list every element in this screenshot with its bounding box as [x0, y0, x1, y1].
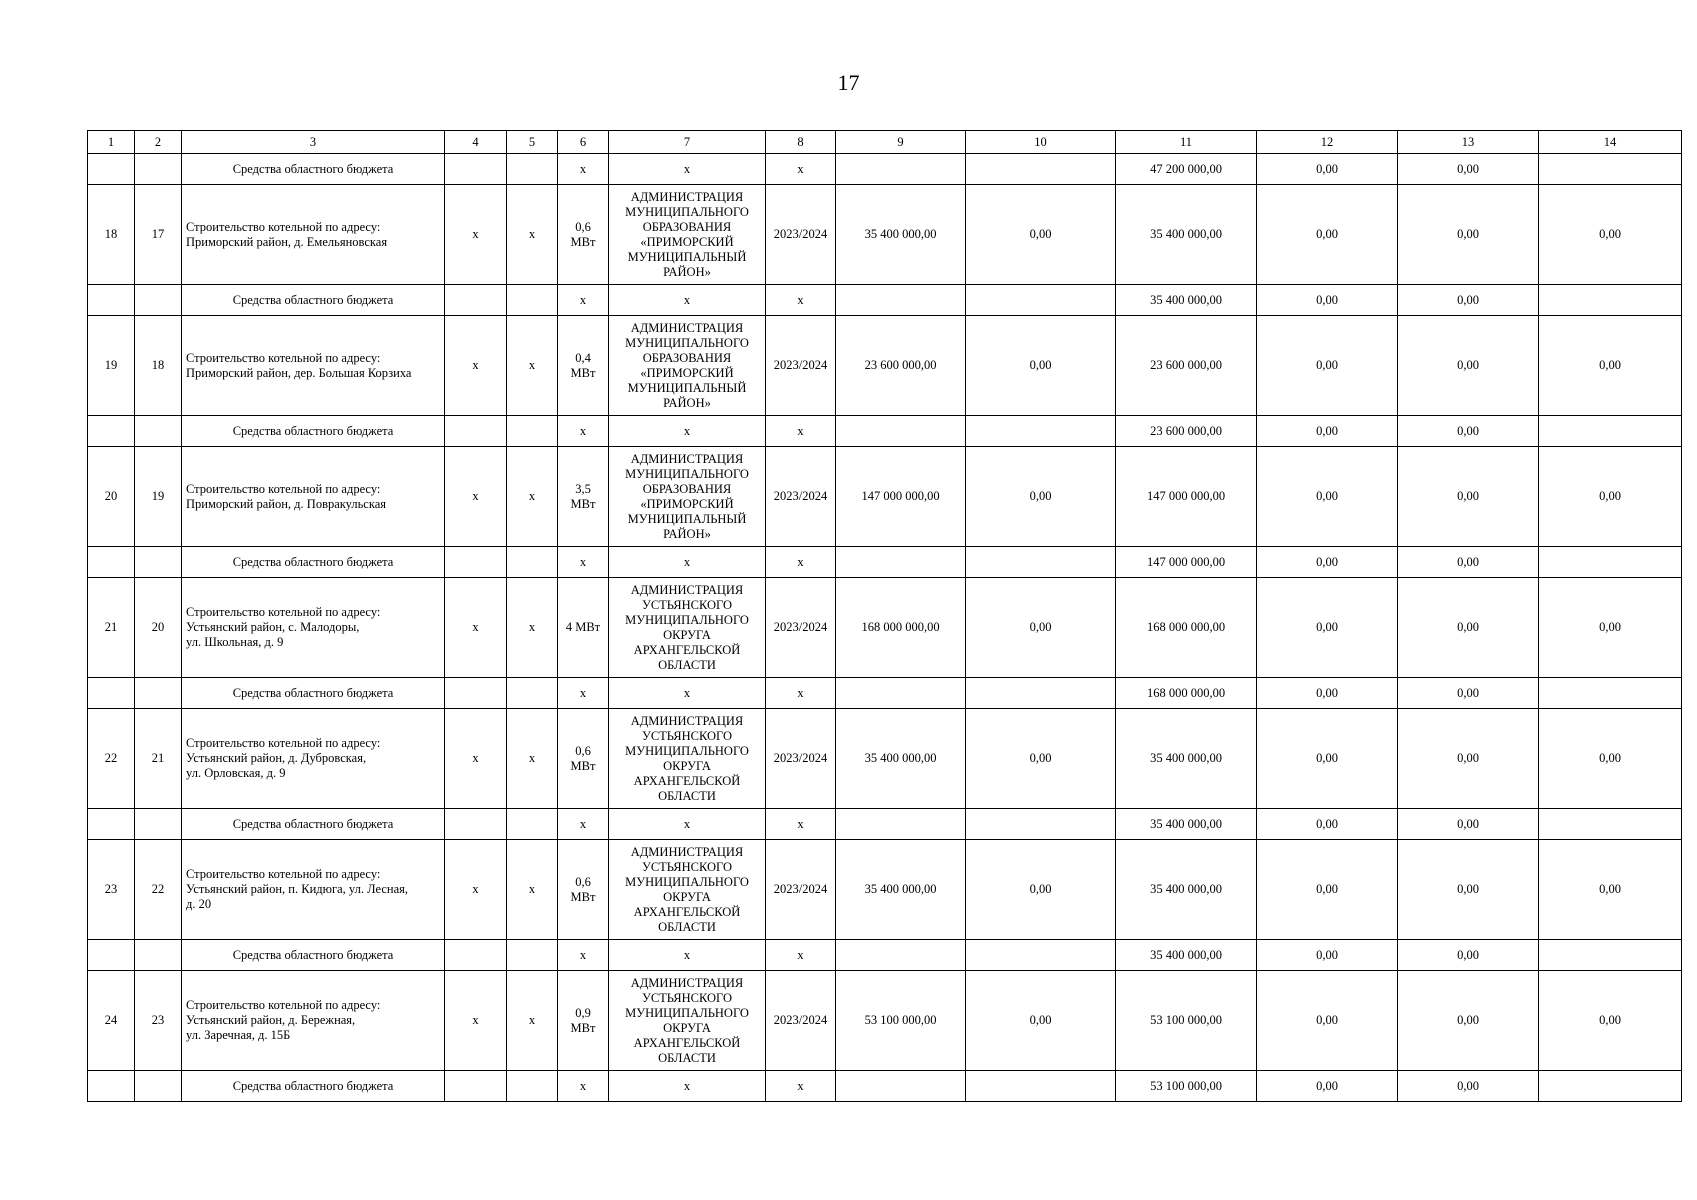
- funding-cell-6: х: [558, 1071, 609, 1102]
- funding-cell-7: х: [609, 547, 766, 578]
- funding-cell-1: [88, 809, 135, 840]
- funding-cell-2: [135, 678, 182, 709]
- project-cell-years: 2023/2024: [766, 709, 836, 809]
- funding-cell-13: 0,00: [1398, 285, 1539, 316]
- funding-cell-9: [836, 678, 966, 709]
- project-cell-c14: 0,00: [1539, 316, 1682, 416]
- funding-cell-1: [88, 285, 135, 316]
- project-cell-c9: 168 000 000,00: [836, 578, 966, 678]
- funding-cell-4: [445, 547, 507, 578]
- project-cell-c4: х: [445, 447, 507, 547]
- budget-table: [87, 130, 1682, 1102]
- funding-cell-13: 0,00: [1398, 809, 1539, 840]
- funding-cell-14: [1539, 547, 1682, 578]
- project-cell-c11: 35 400 000,00: [1116, 709, 1257, 809]
- project-cell-c11: 168 000 000,00: [1116, 578, 1257, 678]
- funding-cell-3: Средства областного бюджета: [182, 285, 445, 316]
- funding-cell-13: 0,00: [1398, 940, 1539, 971]
- funding-cell-13: 0,00: [1398, 1071, 1539, 1102]
- project-cell-c13: 0,00: [1398, 316, 1539, 416]
- funding-cell-7: х: [609, 154, 766, 185]
- funding-cell-14: [1539, 678, 1682, 709]
- funding-cell-12: 0,00: [1257, 809, 1398, 840]
- project-cell-power: 0,4 МВт: [558, 316, 609, 416]
- funding-row: [88, 678, 1682, 709]
- project-cell-c11: 147 000 000,00: [1116, 447, 1257, 547]
- funding-cell-4: [445, 154, 507, 185]
- funding-cell-3: Средства областного бюджета: [182, 940, 445, 971]
- project-cell-years: 2023/2024: [766, 578, 836, 678]
- funding-cell-6: х: [558, 940, 609, 971]
- funding-cell-7: х: [609, 809, 766, 840]
- project-cell-n1: 19: [88, 316, 135, 416]
- funding-cell-7: х: [609, 678, 766, 709]
- project-cell-c5: х: [507, 447, 558, 547]
- project-cell-c9: 23 600 000,00: [836, 316, 966, 416]
- funding-cell-13: 0,00: [1398, 416, 1539, 447]
- project-cell-n2: 22: [135, 840, 182, 940]
- funding-cell-7: х: [609, 940, 766, 971]
- project-cell-org: АДМИНИСТРАЦИЯ МУНИЦИПАЛЬНОГО ОБРАЗОВАНИЯ «ПРИМОРСКИЙ МУНИЦИПАЛЬНЫЙ РАЙОН»: [609, 447, 766, 547]
- header-cell: 1: [88, 131, 135, 154]
- project-cell-c12: 0,00: [1257, 840, 1398, 940]
- funding-cell-10: [966, 940, 1116, 971]
- funding-row: [88, 547, 1682, 578]
- project-row: [88, 840, 1682, 940]
- funding-cell-12: 0,00: [1257, 547, 1398, 578]
- project-cell-c5: х: [507, 709, 558, 809]
- project-cell-power: 4 МВт: [558, 578, 609, 678]
- project-cell-c11: 35 400 000,00: [1116, 840, 1257, 940]
- funding-cell-3: Средства областного бюджета: [182, 154, 445, 185]
- header-cell: 8: [766, 131, 836, 154]
- project-cell-desc: Строительство котельной по адресу: Устьянский район, д. Дубровская, ул. Орловская, д. 9: [182, 709, 445, 809]
- funding-cell-10: [966, 678, 1116, 709]
- funding-cell-14: [1539, 1071, 1682, 1102]
- header-cell: 9: [836, 131, 966, 154]
- project-cell-c5: х: [507, 316, 558, 416]
- header-cell: 6: [558, 131, 609, 154]
- project-row: [88, 185, 1682, 285]
- project-cell-n2: 21: [135, 709, 182, 809]
- funding-row: [88, 285, 1682, 316]
- funding-cell-11: 35 400 000,00: [1116, 809, 1257, 840]
- funding-cell-9: [836, 285, 966, 316]
- funding-cell-4: [445, 416, 507, 447]
- project-cell-n1: 23: [88, 840, 135, 940]
- project-cell-c4: х: [445, 709, 507, 809]
- funding-cell-6: х: [558, 285, 609, 316]
- funding-cell-6: х: [558, 809, 609, 840]
- project-cell-c11: 23 600 000,00: [1116, 316, 1257, 416]
- project-cell-c10: 0,00: [966, 316, 1116, 416]
- project-cell-n1: 22: [88, 709, 135, 809]
- project-cell-c4: х: [445, 840, 507, 940]
- funding-cell-5: [507, 1071, 558, 1102]
- funding-cell-11: 53 100 000,00: [1116, 1071, 1257, 1102]
- funding-cell-2: [135, 809, 182, 840]
- funding-cell-9: [836, 547, 966, 578]
- funding-cell-11: 168 000 000,00: [1116, 678, 1257, 709]
- project-cell-n2: 17: [135, 185, 182, 285]
- project-cell-c9: 35 400 000,00: [836, 185, 966, 285]
- project-cell-c10: 0,00: [966, 709, 1116, 809]
- project-cell-c4: х: [445, 185, 507, 285]
- funding-cell-1: [88, 940, 135, 971]
- funding-cell-1: [88, 1071, 135, 1102]
- funding-cell-11: 147 000 000,00: [1116, 547, 1257, 578]
- project-cell-c14: 0,00: [1539, 971, 1682, 1071]
- project-cell-c5: х: [507, 578, 558, 678]
- project-cell-org: АДМИНИСТРАЦИЯ МУНИЦИПАЛЬНОГО ОБРАЗОВАНИЯ «ПРИМОРСКИЙ МУНИЦИПАЛЬНЫЙ РАЙОН»: [609, 316, 766, 416]
- funding-cell-14: [1539, 416, 1682, 447]
- project-cell-n2: 19: [135, 447, 182, 547]
- project-cell-c12: 0,00: [1257, 709, 1398, 809]
- project-cell-c12: 0,00: [1257, 578, 1398, 678]
- project-cell-years: 2023/2024: [766, 971, 836, 1071]
- funding-cell-8: х: [766, 285, 836, 316]
- project-cell-c12: 0,00: [1257, 185, 1398, 285]
- header-row: [88, 131, 1682, 154]
- project-cell-c12: 0,00: [1257, 971, 1398, 1071]
- funding-cell-9: [836, 940, 966, 971]
- funding-cell-7: х: [609, 1071, 766, 1102]
- project-cell-desc: Строительство котельной по адресу: Устьянский район, с. Малодоры, ул. Школьная, д. 9: [182, 578, 445, 678]
- funding-cell-10: [966, 416, 1116, 447]
- funding-cell-7: х: [609, 285, 766, 316]
- project-cell-c10: 0,00: [966, 840, 1116, 940]
- funding-cell-8: х: [766, 809, 836, 840]
- project-cell-power: 0,6 МВт: [558, 709, 609, 809]
- funding-cell-4: [445, 809, 507, 840]
- header-cell: 10: [966, 131, 1116, 154]
- project-cell-c4: х: [445, 578, 507, 678]
- funding-cell-12: 0,00: [1257, 1071, 1398, 1102]
- project-row: [88, 578, 1682, 678]
- project-cell-desc: Строительство котельной по адресу: Устьянский район, д. Бережная, ул. Заречная, д. 15Б: [182, 971, 445, 1071]
- project-cell-org: АДМИНИСТРАЦИЯ УСТЬЯНСКОГО МУНИЦИПАЛЬНОГО ОКРУГА АРХАНГЕЛЬСКОЙ ОБЛАСТИ: [609, 709, 766, 809]
- funding-cell-6: х: [558, 154, 609, 185]
- project-cell-power: 0,9 МВт: [558, 971, 609, 1071]
- funding-cell-9: [836, 416, 966, 447]
- funding-cell-4: [445, 678, 507, 709]
- project-cell-c9: 35 400 000,00: [836, 840, 966, 940]
- project-cell-years: 2023/2024: [766, 185, 836, 285]
- funding-cell-3: Средства областного бюджета: [182, 678, 445, 709]
- funding-cell-12: 0,00: [1257, 940, 1398, 971]
- funding-row: [88, 940, 1682, 971]
- funding-cell-6: х: [558, 416, 609, 447]
- funding-cell-11: 35 400 000,00: [1116, 285, 1257, 316]
- header-cell: 2: [135, 131, 182, 154]
- funding-cell-11: 23 600 000,00: [1116, 416, 1257, 447]
- table-body: [88, 131, 1682, 1102]
- project-row: [88, 447, 1682, 547]
- funding-cell-1: [88, 547, 135, 578]
- project-cell-c5: х: [507, 971, 558, 1071]
- funding-cell-1: [88, 416, 135, 447]
- project-cell-c13: 0,00: [1398, 971, 1539, 1071]
- project-cell-c12: 0,00: [1257, 316, 1398, 416]
- project-cell-c12: 0,00: [1257, 447, 1398, 547]
- funding-cell-14: [1539, 285, 1682, 316]
- project-cell-c14: 0,00: [1539, 578, 1682, 678]
- project-cell-c9: 35 400 000,00: [836, 709, 966, 809]
- project-cell-c10: 0,00: [966, 971, 1116, 1071]
- header-cell: 14: [1539, 131, 1682, 154]
- funding-cell-9: [836, 1071, 966, 1102]
- funding-row: [88, 416, 1682, 447]
- funding-cell-14: [1539, 154, 1682, 185]
- funding-cell-4: [445, 1071, 507, 1102]
- project-cell-c13: 0,00: [1398, 185, 1539, 285]
- project-cell-org: АДМИНИСТРАЦИЯ УСТЬЯНСКОГО МУНИЦИПАЛЬНОГО ОКРУГА АРХАНГЕЛЬСКОЙ ОБЛАСТИ: [609, 578, 766, 678]
- funding-cell-2: [135, 416, 182, 447]
- funding-cell-5: [507, 940, 558, 971]
- funding-cell-8: х: [766, 940, 836, 971]
- funding-row: [88, 809, 1682, 840]
- funding-cell-9: [836, 809, 966, 840]
- project-row: [88, 971, 1682, 1071]
- funding-cell-12: 0,00: [1257, 285, 1398, 316]
- project-cell-desc: Строительство котельной по адресу: Приморский район, д. Повракульская: [182, 447, 445, 547]
- project-cell-c14: 0,00: [1539, 840, 1682, 940]
- funding-cell-13: 0,00: [1398, 678, 1539, 709]
- project-cell-power: 0,6 МВт: [558, 840, 609, 940]
- project-cell-c10: 0,00: [966, 578, 1116, 678]
- funding-cell-3: Средства областного бюджета: [182, 809, 445, 840]
- project-cell-c10: 0,00: [966, 447, 1116, 547]
- project-cell-power: 0,6 МВт: [558, 185, 609, 285]
- project-cell-n2: 18: [135, 316, 182, 416]
- funding-cell-10: [966, 1071, 1116, 1102]
- project-cell-c13: 0,00: [1398, 447, 1539, 547]
- project-cell-org: АДМИНИСТРАЦИЯ УСТЬЯНСКОГО МУНИЦИПАЛЬНОГО ОКРУГА АРХАНГЕЛЬСКОЙ ОБЛАСТИ: [609, 971, 766, 1071]
- project-cell-c11: 35 400 000,00: [1116, 185, 1257, 285]
- project-cell-c10: 0,00: [966, 185, 1116, 285]
- funding-cell-3: Средства областного бюджета: [182, 1071, 445, 1102]
- page-number: 17: [837, 70, 860, 95]
- project-cell-c14: 0,00: [1539, 447, 1682, 547]
- funding-cell-10: [966, 154, 1116, 185]
- project-cell-n1: 21: [88, 578, 135, 678]
- funding-cell-9: [836, 154, 966, 185]
- funding-row: [88, 1071, 1682, 1102]
- funding-cell-3: Средства областного бюджета: [182, 416, 445, 447]
- project-cell-c9: 53 100 000,00: [836, 971, 966, 1071]
- funding-cell-1: [88, 154, 135, 185]
- project-cell-org: АДМИНИСТРАЦИЯ МУНИЦИПАЛЬНОГО ОБРАЗОВАНИЯ «ПРИМОРСКИЙ МУНИЦИПАЛЬНЫЙ РАЙОН»: [609, 185, 766, 285]
- funding-cell-5: [507, 678, 558, 709]
- funding-cell-2: [135, 1071, 182, 1102]
- funding-cell-5: [507, 547, 558, 578]
- project-cell-c5: х: [507, 185, 558, 285]
- project-cell-c14: 0,00: [1539, 185, 1682, 285]
- funding-cell-14: [1539, 809, 1682, 840]
- project-cell-desc: Строительство котельной по адресу: Приморский район, дер. Большая Корзиха: [182, 316, 445, 416]
- project-cell-years: 2023/2024: [766, 840, 836, 940]
- funding-cell-12: 0,00: [1257, 416, 1398, 447]
- project-cell-c14: 0,00: [1539, 709, 1682, 809]
- funding-cell-13: 0,00: [1398, 547, 1539, 578]
- funding-cell-8: х: [766, 547, 836, 578]
- header-cell: 7: [609, 131, 766, 154]
- funding-cell-8: х: [766, 1071, 836, 1102]
- funding-cell-5: [507, 416, 558, 447]
- funding-cell-12: 0,00: [1257, 154, 1398, 185]
- funding-cell-2: [135, 940, 182, 971]
- project-cell-c13: 0,00: [1398, 709, 1539, 809]
- funding-cell-2: [135, 154, 182, 185]
- funding-cell-7: х: [609, 416, 766, 447]
- funding-cell-6: х: [558, 678, 609, 709]
- project-cell-power: 3,5 МВт: [558, 447, 609, 547]
- funding-cell-10: [966, 285, 1116, 316]
- project-cell-n2: 23: [135, 971, 182, 1071]
- header-cell: 12: [1257, 131, 1398, 154]
- header-cell: 3: [182, 131, 445, 154]
- funding-cell-14: [1539, 940, 1682, 971]
- funding-cell-13: 0,00: [1398, 154, 1539, 185]
- project-row: [88, 316, 1682, 416]
- project-cell-c4: х: [445, 316, 507, 416]
- project-cell-c13: 0,00: [1398, 840, 1539, 940]
- funding-cell-8: х: [766, 154, 836, 185]
- funding-cell-5: [507, 809, 558, 840]
- project-cell-c9: 147 000 000,00: [836, 447, 966, 547]
- funding-cell-3: Средства областного бюджета: [182, 547, 445, 578]
- header-cell: 11: [1116, 131, 1257, 154]
- funding-cell-4: [445, 940, 507, 971]
- funding-cell-10: [966, 809, 1116, 840]
- project-cell-desc: Строительство котельной по адресу: Устьянский район, п. Кидюга, ул. Лесная, д. 20: [182, 840, 445, 940]
- funding-cell-5: [507, 285, 558, 316]
- funding-cell-2: [135, 285, 182, 316]
- project-cell-years: 2023/2024: [766, 447, 836, 547]
- header-cell: 5: [507, 131, 558, 154]
- project-cell-c13: 0,00: [1398, 578, 1539, 678]
- funding-cell-4: [445, 285, 507, 316]
- project-cell-years: 2023/2024: [766, 316, 836, 416]
- funding-cell-1: [88, 678, 135, 709]
- project-cell-c5: х: [507, 840, 558, 940]
- funding-cell-8: х: [766, 416, 836, 447]
- header-cell: 13: [1398, 131, 1539, 154]
- funding-cell-11: 47 200 000,00: [1116, 154, 1257, 185]
- funding-cell-12: 0,00: [1257, 678, 1398, 709]
- project-cell-org: АДМИНИСТРАЦИЯ УСТЬЯНСКОГО МУНИЦИПАЛЬНОГО ОКРУГА АРХАНГЕЛЬСКОЙ ОБЛАСТИ: [609, 840, 766, 940]
- funding-cell-10: [966, 547, 1116, 578]
- project-cell-n2: 20: [135, 578, 182, 678]
- funding-cell-2: [135, 547, 182, 578]
- project-cell-n1: 24: [88, 971, 135, 1071]
- project-cell-n1: 18: [88, 185, 135, 285]
- header-cell: 4: [445, 131, 507, 154]
- project-cell-c11: 53 100 000,00: [1116, 971, 1257, 1071]
- project-row: [88, 709, 1682, 809]
- project-cell-desc: Строительство котельной по адресу: Приморский район, д. Емельяновская: [182, 185, 445, 285]
- project-cell-c4: х: [445, 971, 507, 1071]
- project-cell-n1: 20: [88, 447, 135, 547]
- funding-cell-8: х: [766, 678, 836, 709]
- funding-cell-6: х: [558, 547, 609, 578]
- funding-cell-5: [507, 154, 558, 185]
- funding-cell-11: 35 400 000,00: [1116, 940, 1257, 971]
- funding-row: [88, 154, 1682, 185]
